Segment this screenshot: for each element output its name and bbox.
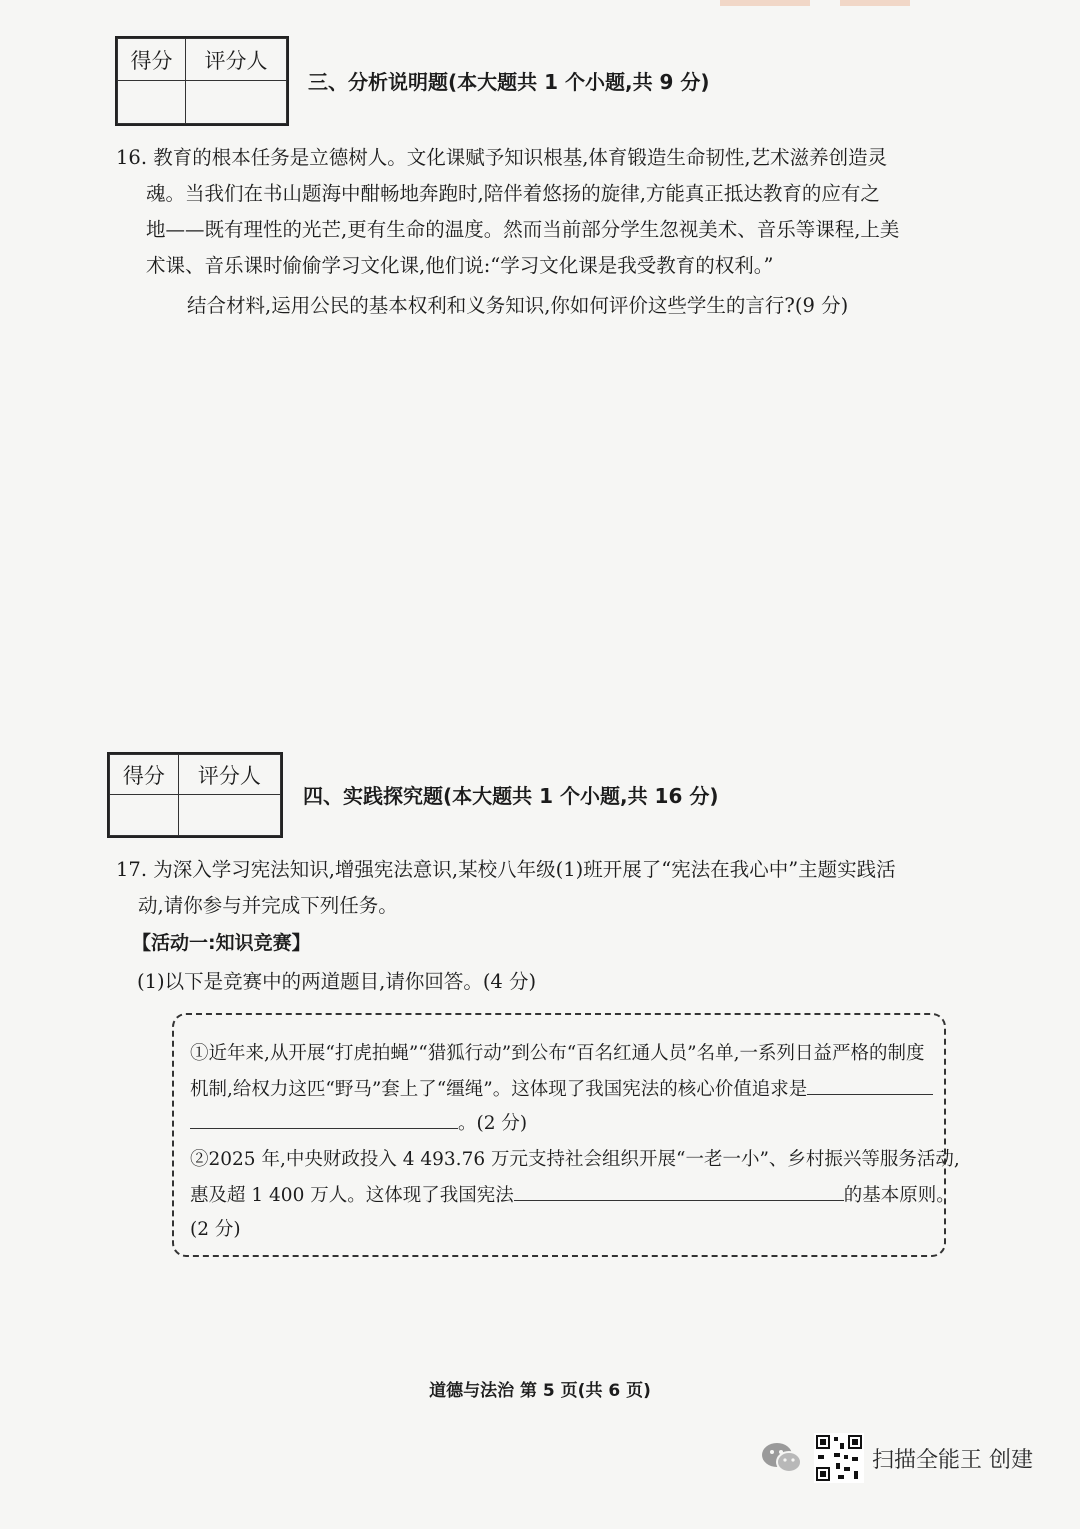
quiz-item-1-text: 机制,给权力这匹“野马”套上了“缰绳”。这体现了我国宪法的核心价值追求是	[190, 1079, 808, 1100]
question-16-material	[116, 140, 899, 284]
quiz-item-1-line1: ①近年来,从开展“打虎拍蝇”“猎狐行动”到公布“百名红通人员”名单,一系列日益严格的制度	[190, 1043, 925, 1064]
tape-mark	[840, 0, 910, 6]
quiz-item-2-tail: 的基本原则。	[843, 1185, 955, 1206]
question-16-line: 地——既有理性的光芒,更有生命的温度。然而当前部分学生忽视美术、音乐等课程,上美	[146, 218, 900, 241]
question-16-prompt: 结合材料,运用公民的基本权利和义务知识,你如何评价这些学生的言行?(9 分)	[187, 294, 849, 317]
score-cell	[118, 81, 186, 124]
grader-label: 评分人	[185, 39, 286, 81]
qr-code-icon	[814, 1433, 864, 1483]
score-box-section4	[107, 752, 283, 838]
tape-mark	[720, 0, 810, 6]
answer-blank-1b[interactable]	[190, 1110, 458, 1129]
question-16-line: 16. 教育的根本任务是立德树人。文化课赋予知识根基,体育锻造生命韧性,艺术滋养创造灵	[116, 146, 888, 169]
score-box-section3	[115, 36, 289, 126]
sub-question-1: (1)以下是竞赛中的两道题目,请你回答。(4 分)	[137, 970, 537, 993]
quiz-item-2-text: 惠及超 1 400 万人。这体现了我国宪法	[190, 1185, 514, 1206]
score-cell	[110, 795, 179, 836]
section3-title: 三、分析说明题(本大题共 1 个小题,共 9 分)	[308, 70, 710, 94]
question-17-line: 动,请你参与并完成下列任务。	[138, 894, 398, 917]
grader-cell	[178, 795, 280, 836]
grader-cell	[185, 81, 286, 124]
quiz-item-1-line2	[190, 1075, 933, 1101]
question-16-line: 术课、音乐课时偷偷学习文化课,他们说:“学习文化课是我受教育的权利。”	[146, 254, 774, 277]
answer-blank-2[interactable]	[514, 1182, 844, 1201]
grader-label: 评分人	[178, 755, 280, 795]
quiz-item-2-line1: ②2025 年,中央财政投入 4 493.76 万元支持社会组织开展“一老一小”、乡村振兴等服务活动,	[190, 1149, 960, 1170]
scanner-watermark	[760, 1428, 1033, 1488]
quiz-item-2-score: (2 分)	[190, 1219, 241, 1240]
question-17-intro	[116, 852, 896, 924]
watermark-text: 扫描全能王 创建	[872, 1447, 1033, 1473]
question-17-line: 17. 为深入学习宪法知识,增强宪法意识,某校八年级(1)班开展了“宪法在我心中”主题实践活	[116, 858, 896, 881]
section4-title: 四、实践探究题(本大题共 1 个小题,共 16 分)	[303, 784, 719, 808]
quiz-item-1-score: 。(2 分)	[458, 1113, 528, 1134]
wechat-icon	[760, 1440, 804, 1476]
activity-1-heading: 【活动一:知识竞赛】	[132, 932, 311, 954]
answer-area-16	[116, 330, 976, 740]
quiz-box	[172, 1013, 960, 1257]
page-footer: 道德与法治 第 5 页(共 6 页)	[429, 1381, 651, 1401]
quiz-item-1-line3	[190, 1109, 527, 1135]
answer-blank-1a[interactable]	[807, 1076, 933, 1095]
score-label: 得分	[118, 39, 186, 81]
score-label: 得分	[110, 755, 179, 795]
quiz-item-2-line2	[190, 1181, 955, 1207]
question-16-line: 魂。当我们在书山题海中酣畅地奔跑时,陪伴着悠扬的旋律,方能真正抵达教育的应有之	[146, 182, 880, 205]
